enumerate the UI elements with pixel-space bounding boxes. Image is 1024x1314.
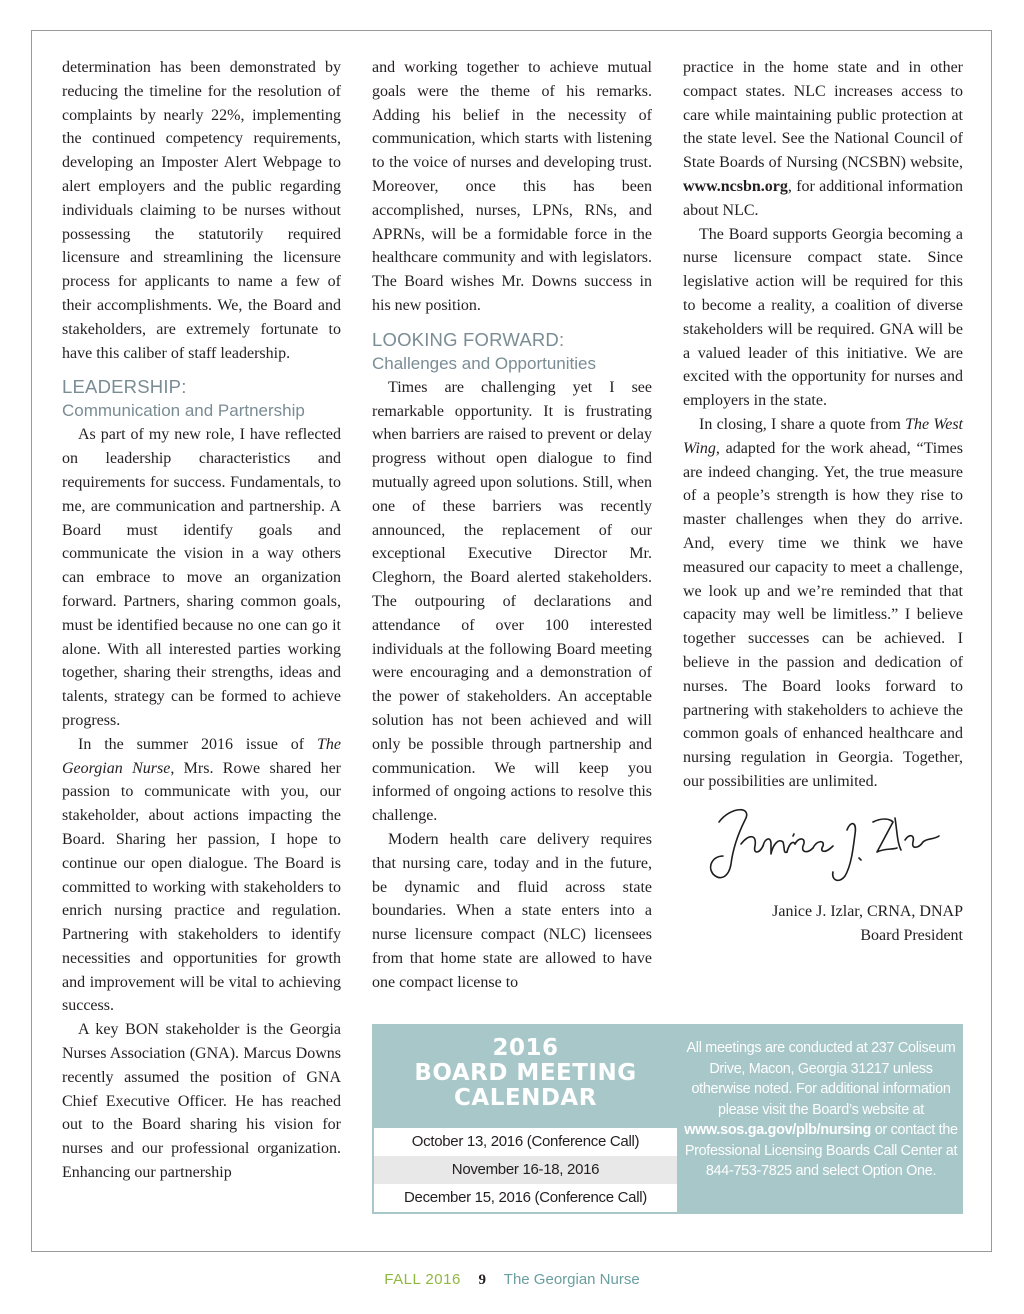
heading-title: LOOKING FORWARD:: [372, 328, 565, 350]
calendar-info-text: All meetings are conducted at 237 Coliseum Drive, Macon, Georgia 31217 unless otherwise noted. For additional information please visit the Board’s website at www.sos.ga.gov/plb/nursing or contact the Professional Licensing Boards Call Center at 844-753-7825 and select Option One.: [684, 1040, 958, 1179]
calendar-title-line: BOARD MEETING: [414, 1060, 637, 1086]
page-footer: [0, 1270, 1024, 1290]
calendar-title: [372, 1036, 679, 1111]
signature-area: [683, 800, 963, 900]
paragraph: A key BON stakeholder is the Georgia Nurses Association (GNA). Marcus Downs recently assumed the position of GNA Chief Executive Officer. He has reached out to the Board sharing his vision for nurses and our professional organization. Enhancing our partnership: [62, 1021, 341, 1182]
paragraph: In closing, I share a quote from The West Wing, adapted for the work ahead, “Times are indeed changing. Yet, the true measure of a people’s strength is how they rise to master challenges when they do arrive. And, every time we think we have measured our capacity to meet a challenge, we look up and we’re reminded that that capacity may well be limitless.” I believe together successes can be achieved. I believe in the passion and dedication of nurses. The Board looks forward to partnering with stakeholders to achieve the common goals of enhanced healthcare and nursing regulation in Georgia. Together, our possibilities are unlimited.: [683, 415, 963, 790]
paragraph: Times are challenging yet I see remarkable opportunity. It is frustrating when barriers are raised to prevent or delay progress without open dialogue to find mutually agreed upon solutions. Still, when one of these barriers was recently announced, the replacement of our exceptional Executive Director Mr. Cleghorn, the Board alerted stakeholders. The outpouring of declarations and attendance of over 100 interested individuals at the following Board meeting were encouraging and a demonstration of the power of stakeholders. An acceptable solution has not been achieved and will only be possible through partnership and communication. We will keep you informed of ongoing actions to resolve this challenge.: [372, 378, 652, 825]
page-number: 9: [478, 1272, 487, 1288]
column-2: [372, 56, 652, 994]
paragraph: Modern health care delivery requires that nursing care, today and in the future, be dynamic and fluid across state boundaries. When a state enters into a nurse licensure compact (NLC) licensees from that home state are allowed to have one compact license to: [372, 830, 652, 991]
column-1: [62, 56, 341, 1185]
meeting-date: October 13, 2016 (Conference Call): [374, 1128, 677, 1156]
paragraph: In the summer 2016 issue of The Georgian Nurse, Mrs. Rowe shared her passion to communicate with you, our stakeholder, about actions impacting the Board. Sharing her passion, I hope to continue our open dialogue. The Board is committed to working with stakeholders to enrich nursing practice and regulation. Partnering with stakeholders to identify necessities and opportunities for growth and improvement will be vital to achieving success.: [62, 735, 341, 1015]
signer-name: Janice J. Izlar, CRNA, DNAP: [772, 902, 963, 920]
section-heading-looking-forward: [372, 328, 652, 376]
meeting-list: [374, 1128, 677, 1212]
heading-subtitle: Challenges and Opportunities: [372, 353, 596, 373]
heading-title: LEADERSHIP:: [62, 376, 187, 398]
paragraph: determination has been demonstrated by reducing the timeline for the resolution of complaints by nearly 22%, implementing the continued competency requirements, developing an Imposter Alert Webpage to alert employers and the public regarding individuals claiming to be nurses without possessing the statutorily required licensure and streamlining the licensure process for applicants to name a few of their accomplishments. We, the Board and stakeholders, are extremely fortunate to have this caliber of staff leadership.: [62, 59, 341, 362]
signer-title: Board President: [860, 926, 963, 944]
publication-title: The Georgian Nurse: [62, 735, 341, 777]
paragraph: As part of my new role, I have reflected on leadership characteristics and requirements for success. Fundamentals, to me, are communication and partnership. A Board must identify goals and communicate the vision in a way others can embrace to move an organization forward. Partners, sharing common goals, must be identified because no one can go it alone. With all interested parties working together, sharing their strengths, ideas and talents, strategy can be formed to achieve progress.: [62, 426, 341, 729]
column-3: [683, 56, 963, 947]
meeting-date: December 15, 2016 (Conference Call): [374, 1184, 677, 1212]
calendar-left-panel: [372, 1024, 679, 1214]
paragraph: and working together to achieve mutual goals were the theme of his remarks. Adding his belief in the necessity of communication, which starts with listening to the voice of nurses and developing trust. Moreover, once this has been accomplished, nurses, LPNs, RNs, and APRNs, will be a formidable force in the healthcare community and with legislators. The Board wishes Mr. Downs success in his new position.: [372, 59, 652, 314]
calendar-title-year: 2016: [492, 1035, 559, 1061]
show-title: The West Wing: [683, 415, 963, 457]
issue-season: FALL 2016: [384, 1271, 461, 1288]
paragraph: practice in the home state and in other compact states. NLC increases access to care while maintaining public protection at the state level. See the National Council of State Boards of Nursing (NCSBN) website, www.ncsbn.org, for additional information about NLC.: [683, 59, 963, 219]
ncsbn-link[interactable]: www.ncsbn.org: [683, 177, 788, 195]
board-meeting-calendar: [372, 1024, 963, 1214]
section-heading-leadership: [62, 375, 341, 423]
publication-name: The Georgian Nurse: [503, 1271, 640, 1288]
meeting-date: November 16-18, 2016: [374, 1156, 677, 1184]
board-website-link[interactable]: www.sos.ga.gov/plb/nursing: [684, 1122, 872, 1138]
heading-subtitle: Communication and Partnership: [62, 401, 305, 421]
paragraph: The Board supports Georgia becoming a nurse licensure compact state. Since legislative action will be required for this to become a reality, a coalition of diverse stakeholders will be required. GNA will be a valued leader of this initiative. We are excited with the opportunity for nurses and employers in the state.: [683, 225, 963, 410]
handwritten-signature: [701, 800, 941, 890]
calendar-title-line: CALENDAR: [454, 1085, 597, 1111]
